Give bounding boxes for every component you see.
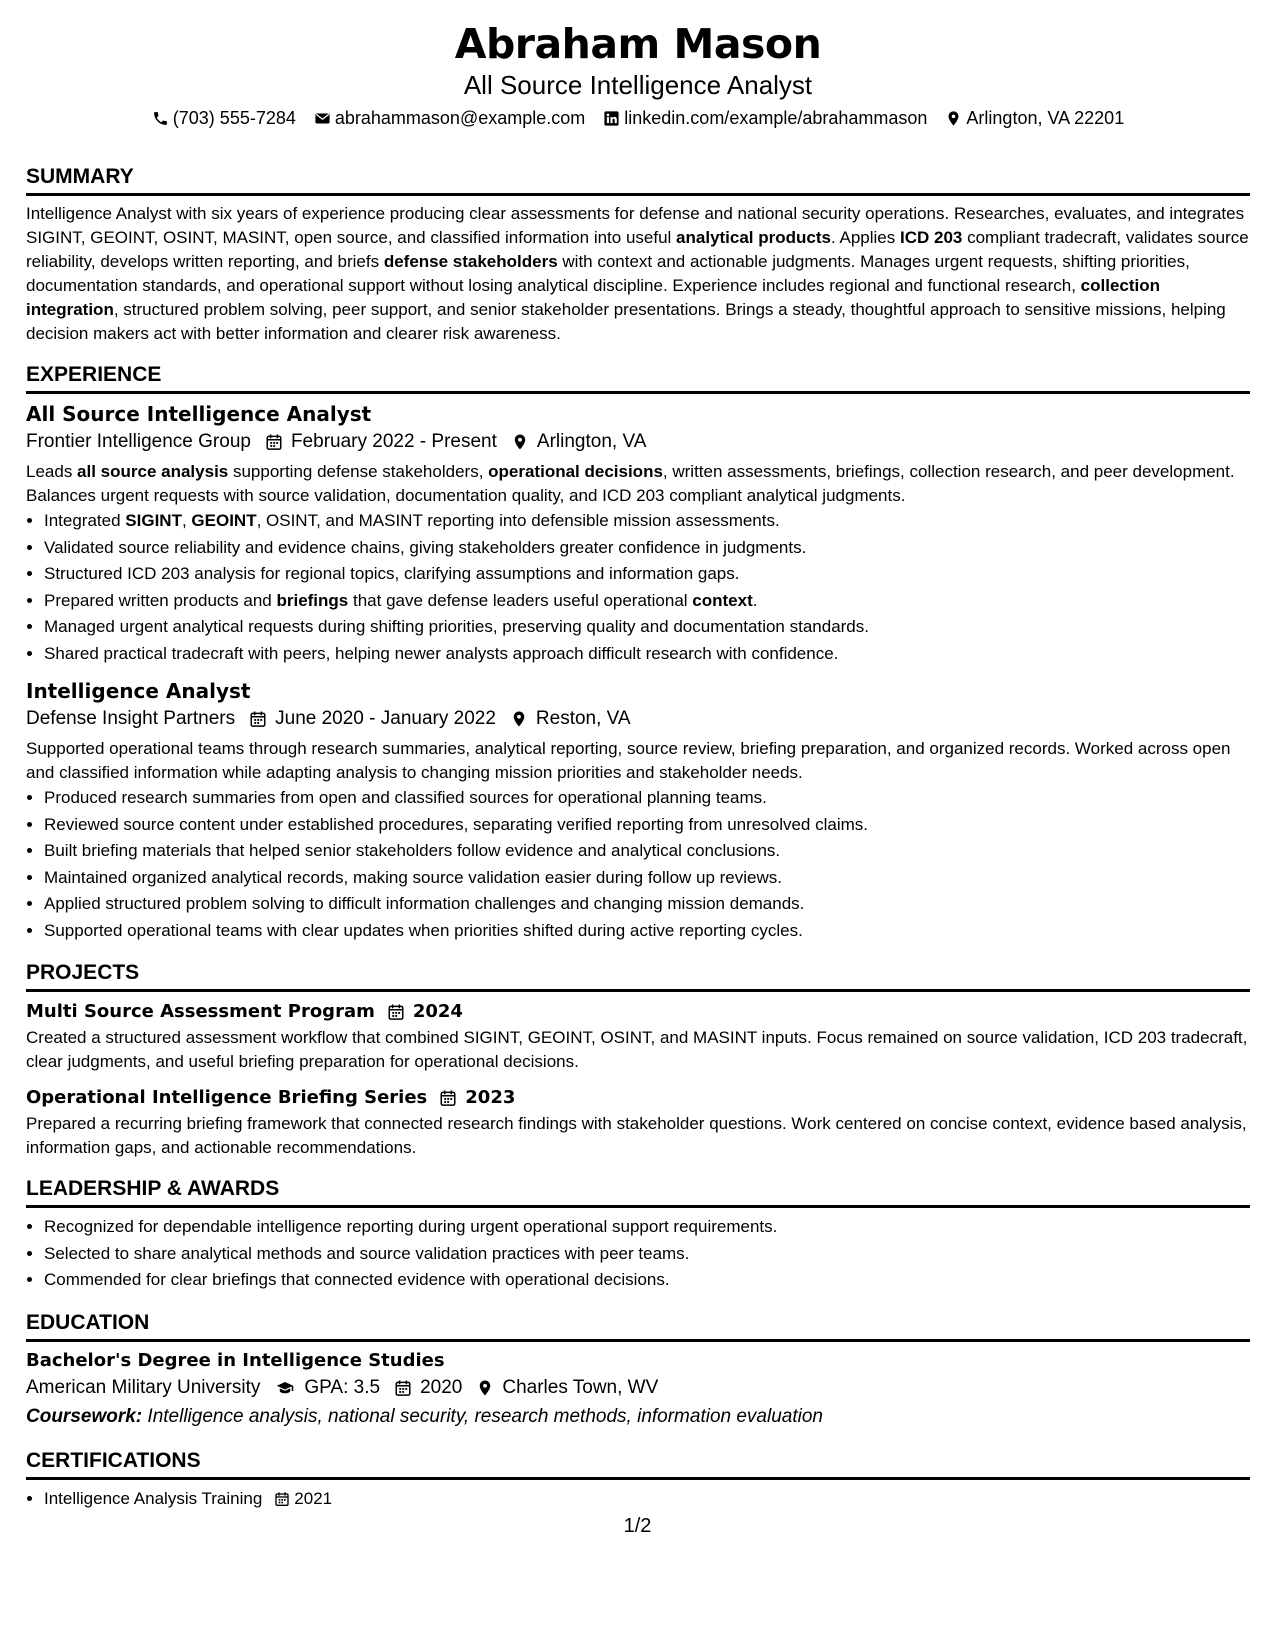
experience-section — [26, 362, 1250, 944]
job-bullet — [44, 588, 1250, 615]
bullet-bold: context — [692, 590, 753, 610]
bullet-part: Integrated — [44, 511, 126, 530]
linkedin-text[interactable]: linkedin.com/example/abrahammason — [624, 108, 928, 128]
calendar-icon — [249, 710, 267, 728]
project-year: 2024 — [412, 1001, 463, 1022]
bullet-part: . — [752, 590, 758, 610]
company-name: Frontier Intelligence Group — [26, 431, 251, 452]
school-name: American Military University — [26, 1376, 261, 1398]
candidate-name: Abraham Mason — [454, 20, 822, 68]
job-bullet: • Supported operational teams with clear updates when priorities shifted during active reporting cycles. — [44, 918, 1250, 945]
contact-bar — [26, 106, 1250, 130]
job-bullet: • Structured ICD 203 analysis for regional topics, clarifying assumptions and information gaps. — [44, 561, 1250, 588]
degree-title: Bachelor's Degree in Intelligence Studies — [26, 1349, 445, 1371]
summary-heading: SUMMARY — [26, 164, 1250, 196]
certifications-list — [26, 1486, 1250, 1513]
leadership-heading: LEADERSHIP & AWARDS — [26, 1176, 1250, 1208]
leadership-item: • Recognized for dependable intelligence reporting during urgent operational support requirements. — [44, 1214, 1250, 1241]
job-bullet: • Built briefing materials that helped senior stakeholders follow evidence and analytical conclusions. — [44, 838, 1250, 865]
project-description: Prepared a recurring briefing framework that connected research findings with stakeholder questions. Work centered on concise context, evidence based analysis, information gaps, and actionable recommendations. — [26, 1114, 1247, 1157]
job-bullets — [26, 785, 1250, 944]
map-pin-icon — [476, 1379, 494, 1397]
candidate-title: All Source Intelligence Analyst — [463, 70, 813, 100]
project-title: Multi Source Assessment Program — [26, 1001, 375, 1022]
gpa-text: GPA: 3.5 — [304, 1376, 381, 1398]
experience-heading: EXPERIENCE — [26, 362, 1250, 394]
phone-text: (703) 555-7284 — [172, 108, 296, 128]
certification-year: 2021 — [294, 1488, 333, 1508]
calendar-icon — [274, 1491, 290, 1507]
school-location: Charles Town, WV — [502, 1376, 659, 1398]
desc-part: , written assessments, briefings, collection research, and peer development. Balances urgent requests with source validation, documentation quality, and ICD 203 compliant analytical judgments. — [26, 462, 1235, 505]
job-bullet: • Applied structured problem solving to difficult information challenges and changing mission demands. — [44, 891, 1250, 918]
certifications-heading: CERTIFICATIONS — [26, 1448, 1250, 1480]
summary-section — [26, 164, 1250, 346]
project-entry — [26, 1084, 1250, 1160]
company-name: Defense Insight Partners — [26, 708, 236, 729]
page-number: 1/2 — [623, 1515, 652, 1537]
leadership-section — [26, 1176, 1250, 1294]
summary-bold: defense stakeholders — [383, 252, 558, 271]
leadership-item: • Selected to share analytical methods and source validation practices with peer teams. — [44, 1241, 1250, 1268]
location-text: Arlington, VA 22201 — [966, 108, 1125, 128]
summary-part: compliant tradecraft, validates source reliability, develops written reporting, and briefs — [26, 228, 1249, 271]
desc-part: supporting defense stakeholders, — [228, 462, 489, 481]
job-title: Intelligence Analyst — [26, 679, 251, 703]
job-bullets — [26, 508, 1250, 667]
coursework-label: Coursework: — [26, 1405, 143, 1427]
map-pin-icon — [945, 110, 962, 127]
job-dates: February 2022 - Present — [290, 431, 497, 452]
education-section — [26, 1310, 1250, 1432]
job-dates: June 2020 - January 2022 — [275, 708, 496, 729]
calendar-icon — [439, 1089, 457, 1107]
leadership-item: • Commended for clear briefings that connected evidence with operational decisions. — [44, 1267, 1250, 1294]
job-title: All Source Intelligence Analyst — [26, 402, 372, 426]
summary-part: , structured problem solving, peer support, and senior stakeholder presentations. Brings a steady, thoughtful approach to sensitive missions, helping decision makers act with better information and clearer risk awareness. — [26, 300, 1226, 343]
job-bullet: • Validated source reliability and evidence chains, giving stakeholders greater confidence in judgments. — [44, 535, 1250, 562]
summary-text — [26, 202, 1250, 346]
calendar-icon — [394, 1379, 412, 1397]
map-pin-icon — [510, 710, 528, 728]
phone-icon — [152, 110, 169, 127]
job-location: Arlington, VA — [536, 431, 647, 452]
job-description: Supported operational teams through research summaries, analytical reporting, source review, briefing preparation, and organized records. Worked across open and classified information while adapting analysis to changing mission priorities and stakeholder needs. — [26, 739, 1231, 782]
job-meta — [26, 428, 1250, 456]
job-description — [26, 460, 1250, 508]
projects-section — [26, 960, 1250, 1160]
summary-bold: collection integration — [26, 276, 1161, 319]
contact-phone — [152, 106, 296, 130]
job-bullet: • Shared practical tradecraft with peers, helping newer analysts approach difficult research with confidence. — [44, 641, 1250, 668]
job-bullet: • Reviewed source content under established procedures, separating verified reporting from unresolved claims. — [44, 812, 1250, 839]
leadership-list — [26, 1214, 1250, 1294]
project-title: Operational Intelligence Briefing Series — [26, 1087, 428, 1108]
summary-part: . Applies — [830, 228, 900, 247]
job-bullet: • Managed urgent analytical requests during shifting priorities, preserving quality and documentation standards. — [44, 614, 1250, 641]
certification-row — [44, 1486, 1250, 1513]
graduation-year: 2020 — [420, 1376, 463, 1398]
desc-part: Leads — [26, 462, 78, 481]
project-year: 2023 — [465, 1087, 516, 1108]
bullet-part: , OSINT, and MASINT reporting into defensible mission assessments. — [256, 511, 780, 530]
project-description: Created a structured assessment workflow that combined SIGINT, GEOINT, OSINT, and MASINT inputs. Focus remained on source validation, ICD 203 tradecraft, clear judgments, and useful briefing preparation for operational decisions. — [26, 1028, 1248, 1071]
certification-name: • Intelligence Analysis Training — [44, 1488, 263, 1508]
contact-linkedin[interactable] — [603, 106, 927, 130]
graduation-cap-icon — [274, 1379, 296, 1397]
bullet-bold: SIGINT — [125, 511, 182, 530]
map-pin-icon — [511, 433, 529, 451]
contact-location — [945, 106, 1124, 130]
bullet-part: , — [181, 511, 192, 530]
job-location: Reston, VA — [535, 708, 631, 729]
education-meta — [26, 1374, 1250, 1402]
job-bullet — [44, 508, 1250, 535]
job-entry — [26, 677, 1250, 944]
summary-part: with context and actionable judgments. Manages urgent requests, shifting priorities, documentation standards, and operational support without losing analytical discipline. Experience includes regional and functional research, — [26, 252, 1190, 295]
project-title-row — [26, 1084, 1250, 1112]
job-bullet: • Maintained organized analytical records, making source validation easier during follow up reviews. — [44, 865, 1250, 892]
contact-email[interactable] — [314, 106, 585, 130]
bullet-bold: briefings — [276, 590, 349, 610]
resume-page — [26, 18, 1250, 1512]
calendar-icon — [265, 433, 283, 451]
coursework-text: Intelligence analysis, national security, research methods, information evaluation — [142, 1405, 823, 1427]
coursework — [26, 1402, 1250, 1432]
envelope-icon — [314, 110, 331, 127]
calendar-icon — [387, 1003, 405, 1021]
summary-bold: ICD 203 — [899, 228, 963, 247]
desc-bold: all source analysis — [77, 462, 229, 481]
job-meta — [26, 705, 1250, 733]
bullet-bold: GEOINT — [191, 511, 257, 530]
certification-item — [44, 1486, 1250, 1513]
summary-bold: analytical products — [676, 228, 831, 247]
bullet-part: that gave defense leaders useful operational — [348, 590, 693, 610]
job-entry — [26, 400, 1250, 667]
email-text[interactable]: abrahammason@example.com — [334, 108, 586, 128]
desc-bold: operational decisions — [488, 462, 663, 481]
linkedin-icon — [603, 110, 620, 127]
certifications-section — [26, 1448, 1250, 1513]
project-title-row — [26, 998, 1250, 1026]
project-entry — [26, 998, 1250, 1074]
education-heading: EDUCATION — [26, 1310, 1250, 1342]
projects-heading: PROJECTS — [26, 960, 1250, 992]
job-bullet: • Produced research summaries from open and classified sources for operational planning teams. — [44, 785, 1250, 812]
bullet-part: Prepared written products and — [44, 590, 277, 610]
summary-part: Intelligence Analyst with six years of experience producing clear assessments for defense and national security operations. Researches, evaluates, and integrates SIGINT, GEOINT, OSINT, MASINT, open source, and classified information into useful — [26, 204, 1245, 247]
